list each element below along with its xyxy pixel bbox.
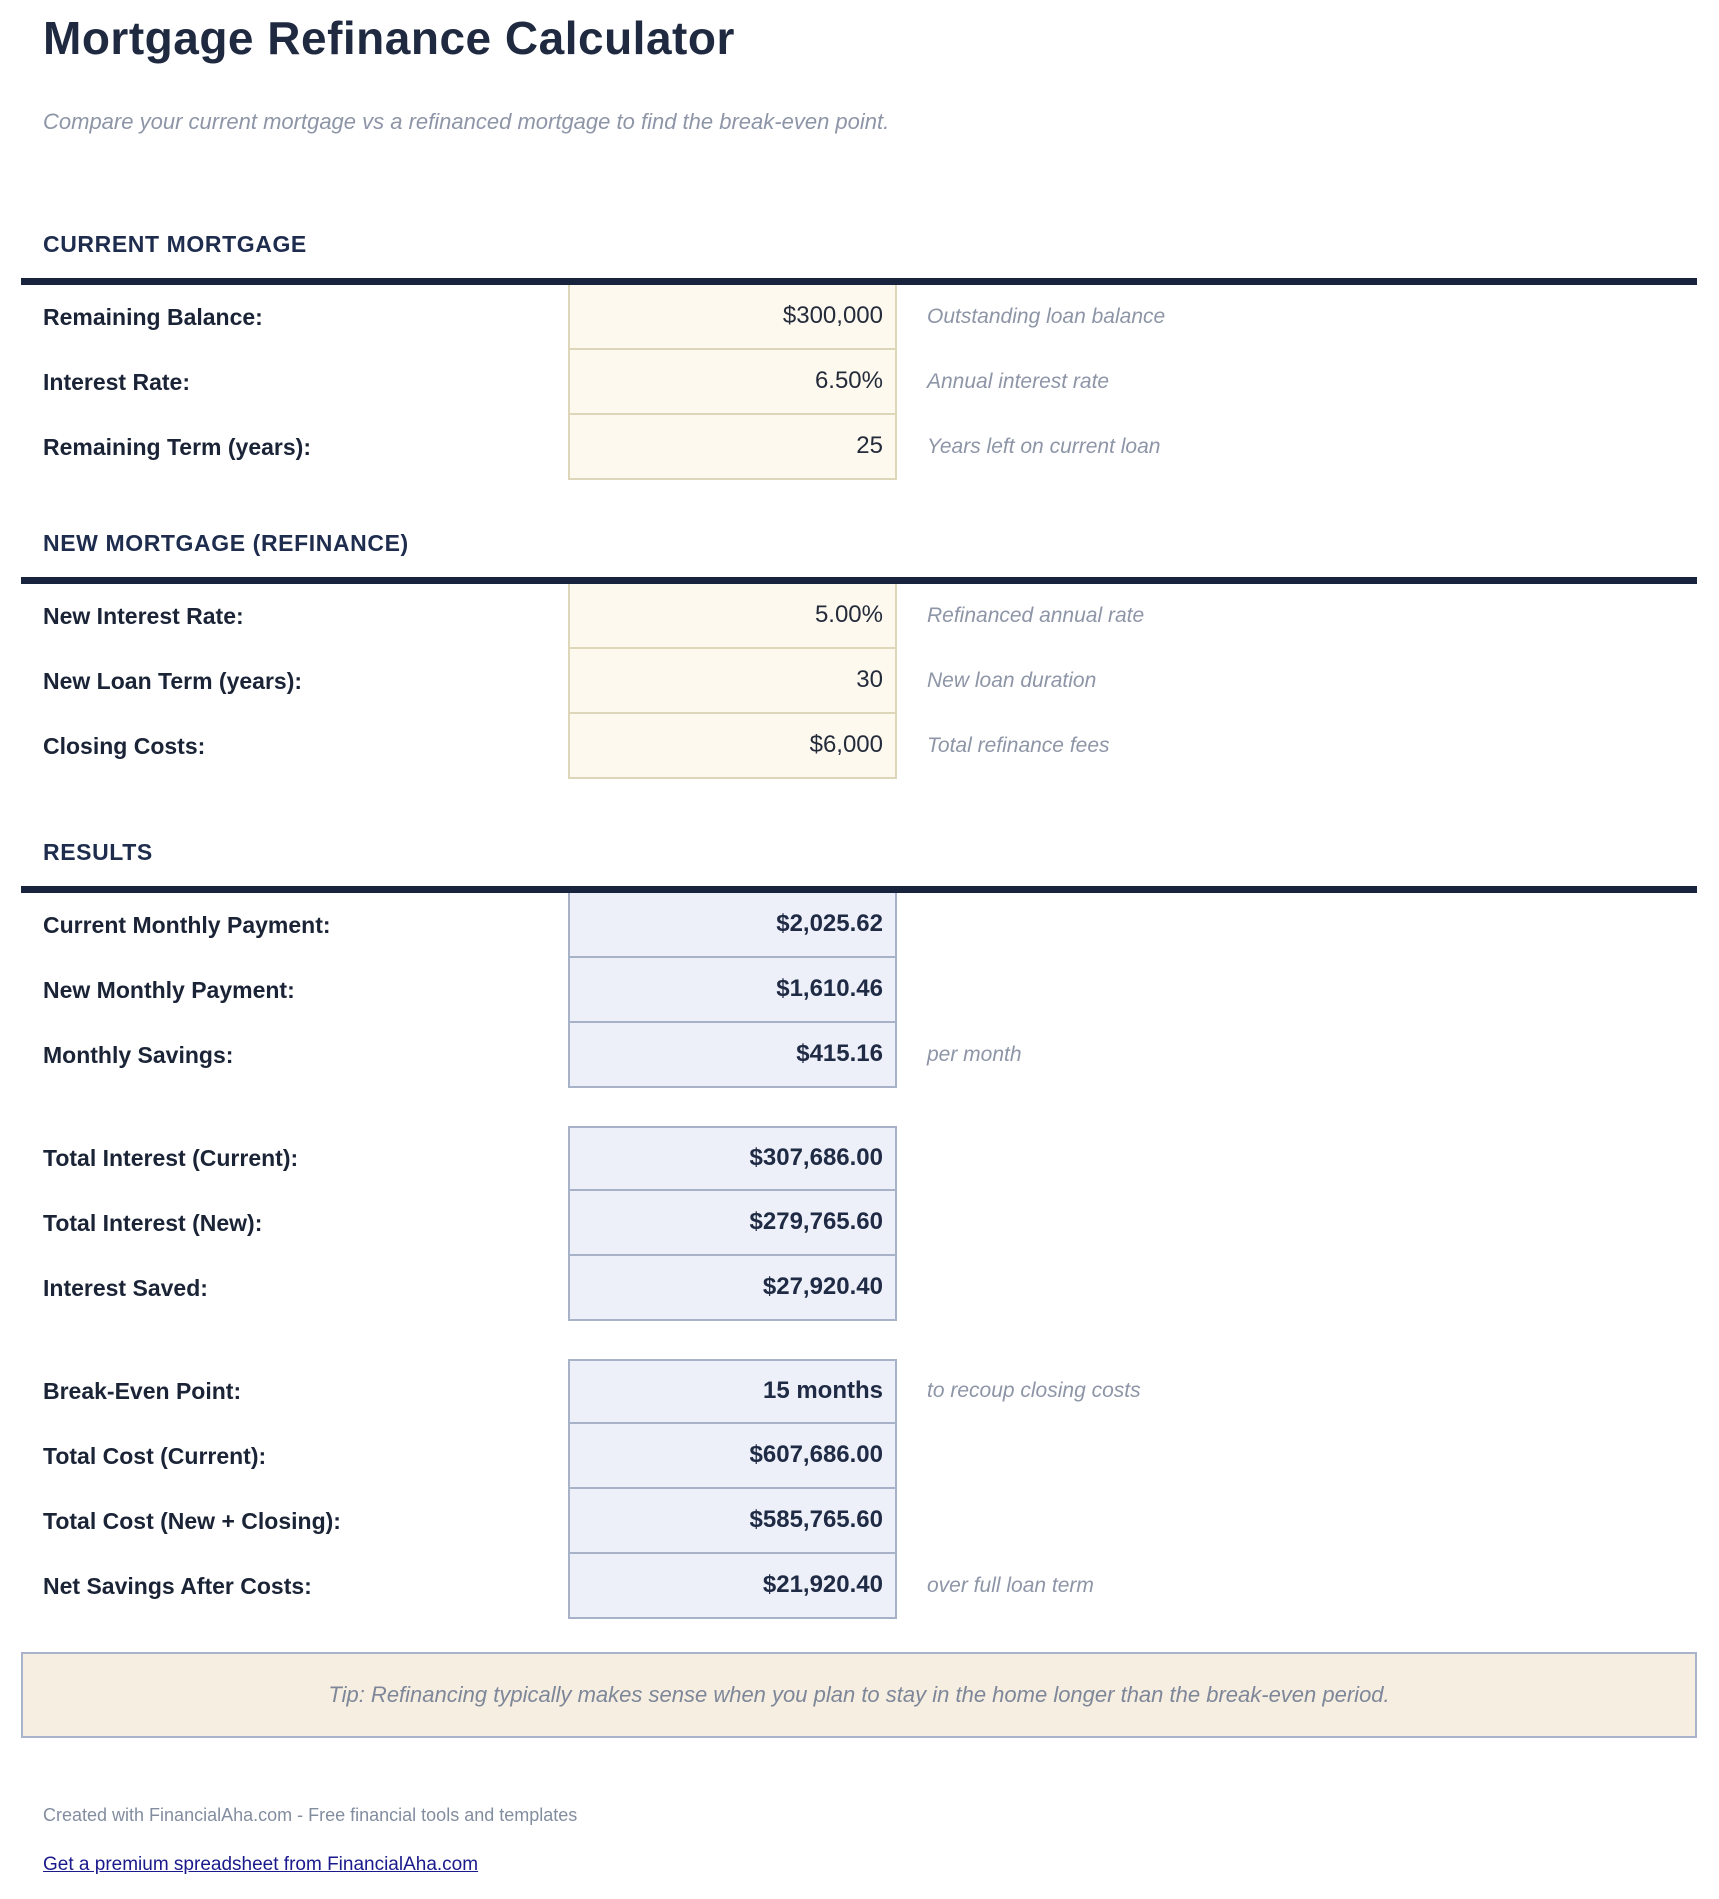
result-row-total-cost-new	[21, 1489, 1697, 1554]
total-cost-new-hint	[897, 1489, 1697, 1554]
interest-saved-value: $27,920.40	[568, 1256, 897, 1321]
monthly-savings-hint: per month	[927, 1043, 1022, 1067]
result-row-new-monthly-payment	[21, 958, 1697, 1023]
remaining-term-label: Remaining Term (years):	[43, 433, 311, 460]
net-savings-hint: over full loan term	[927, 1574, 1094, 1598]
current-monthly-payment-hint	[897, 893, 1697, 958]
remaining-balance-input[interactable]: $300,000	[568, 285, 897, 350]
new-loan-term-label: New Loan Term (years):	[43, 667, 303, 694]
section-heading-current-mortgage: CURRENT MORTGAGE	[43, 230, 307, 257]
result-row-total-interest-new	[21, 1191, 1697, 1256]
total-cost-new-label: Total Cost (New + Closing):	[43, 1507, 341, 1534]
form-row-new-loan-term	[21, 649, 1697, 714]
result-row-net-savings	[21, 1554, 1697, 1619]
total-cost-current-value: $607,686.00	[568, 1424, 897, 1489]
interest-saved-label: Interest Saved:	[43, 1274, 208, 1301]
new-interest-rate-hint: Refinanced annual rate	[927, 604, 1145, 628]
page-subtitle: Compare your current mortgage vs a refinanced mortgage to find the break-even point.	[43, 108, 890, 134]
interest-saved-hint	[897, 1256, 1697, 1321]
total-cost-current-hint	[897, 1424, 1697, 1489]
closing-costs-label: Closing Costs:	[43, 732, 206, 759]
new-loan-term-hint: New loan duration	[927, 669, 1097, 693]
remaining-term-hint: Years left on current loan	[927, 435, 1161, 459]
current-monthly-payment-value: $2,025.62	[568, 893, 897, 958]
interest-rate-input[interactable]: 6.50%	[568, 350, 897, 415]
new-mortgage-table	[21, 577, 1697, 779]
total-interest-current-label: Total Interest (Current):	[43, 1144, 299, 1171]
interest-rate-label: Interest Rate:	[43, 368, 190, 395]
result-row-total-interest-current	[21, 1126, 1697, 1191]
form-row-new-interest-rate	[21, 584, 1697, 649]
tip-banner	[21, 1652, 1697, 1738]
section-heading-new-mortgage: NEW MORTGAGE (REFINANCE)	[43, 529, 409, 556]
total-interest-new-label: Total Interest (New):	[43, 1209, 263, 1236]
closing-costs-input[interactable]: $6,000	[568, 714, 897, 779]
remaining-balance-hint: Outstanding loan balance	[927, 305, 1166, 329]
remaining-balance-label: Remaining Balance:	[43, 303, 263, 330]
result-row-break-even-point	[21, 1359, 1697, 1424]
section-heading-results: RESULTS	[43, 838, 153, 865]
total-interest-new-value: $279,765.60	[568, 1191, 897, 1256]
total-interest-current-value: $307,686.00	[568, 1126, 897, 1191]
total-cost-current-label: Total Cost (Current):	[43, 1442, 267, 1469]
break-even-point-value: 15 months	[568, 1359, 897, 1424]
results-table-interest	[21, 1126, 1697, 1321]
results-table-payments	[21, 886, 1697, 1088]
break-even-point-hint: to recoup closing costs	[927, 1379, 1141, 1403]
new-loan-term-input[interactable]: 30	[568, 649, 897, 714]
total-cost-new-value: $585,765.60	[568, 1489, 897, 1554]
form-row-interest-rate	[21, 350, 1697, 415]
tip-text: Tip: Refinancing typically makes sense when you plan to stay in the home longer than the break-even period.	[328, 1681, 1390, 1707]
result-row-interest-saved	[21, 1256, 1697, 1321]
net-savings-label: Net Savings After Costs:	[43, 1572, 312, 1599]
form-row-remaining-balance	[21, 285, 1697, 350]
page-title: Mortgage Refinance Calculator	[43, 12, 735, 64]
new-monthly-payment-label: New Monthly Payment:	[43, 976, 295, 1003]
current-monthly-payment-label: Current Monthly Payment:	[43, 911, 331, 938]
remaining-term-input[interactable]: 25	[568, 415, 897, 480]
premium-spreadsheet-link[interactable]: Get a premium spreadsheet from FinancialAha.com	[43, 1853, 479, 1875]
break-even-point-label: Break-Even Point:	[43, 1377, 242, 1404]
result-row-current-monthly-payment	[21, 893, 1697, 958]
new-monthly-payment-hint	[897, 958, 1697, 1023]
form-row-remaining-term	[21, 415, 1697, 480]
monthly-savings-label: Monthly Savings:	[43, 1041, 234, 1068]
closing-costs-hint: Total refinance fees	[927, 734, 1110, 758]
form-row-closing-costs	[21, 714, 1697, 779]
new-monthly-payment-value: $1,610.46	[568, 958, 897, 1023]
total-interest-new-hint	[897, 1191, 1697, 1256]
new-interest-rate-label: New Interest Rate:	[43, 602, 244, 629]
new-interest-rate-input[interactable]: 5.00%	[568, 584, 897, 649]
interest-rate-hint: Annual interest rate	[927, 370, 1110, 394]
footer-credit-text: Created with FinancialAha.com - Free financial tools and templates	[43, 1804, 578, 1825]
result-row-monthly-savings	[21, 1023, 1697, 1088]
results-table-breakeven	[21, 1359, 1697, 1619]
current-mortgage-table	[21, 278, 1697, 480]
total-interest-current-hint	[897, 1126, 1697, 1191]
result-row-total-cost-current	[21, 1424, 1697, 1489]
net-savings-value: $21,920.40	[568, 1554, 897, 1619]
monthly-savings-value: $415.16	[568, 1023, 897, 1088]
